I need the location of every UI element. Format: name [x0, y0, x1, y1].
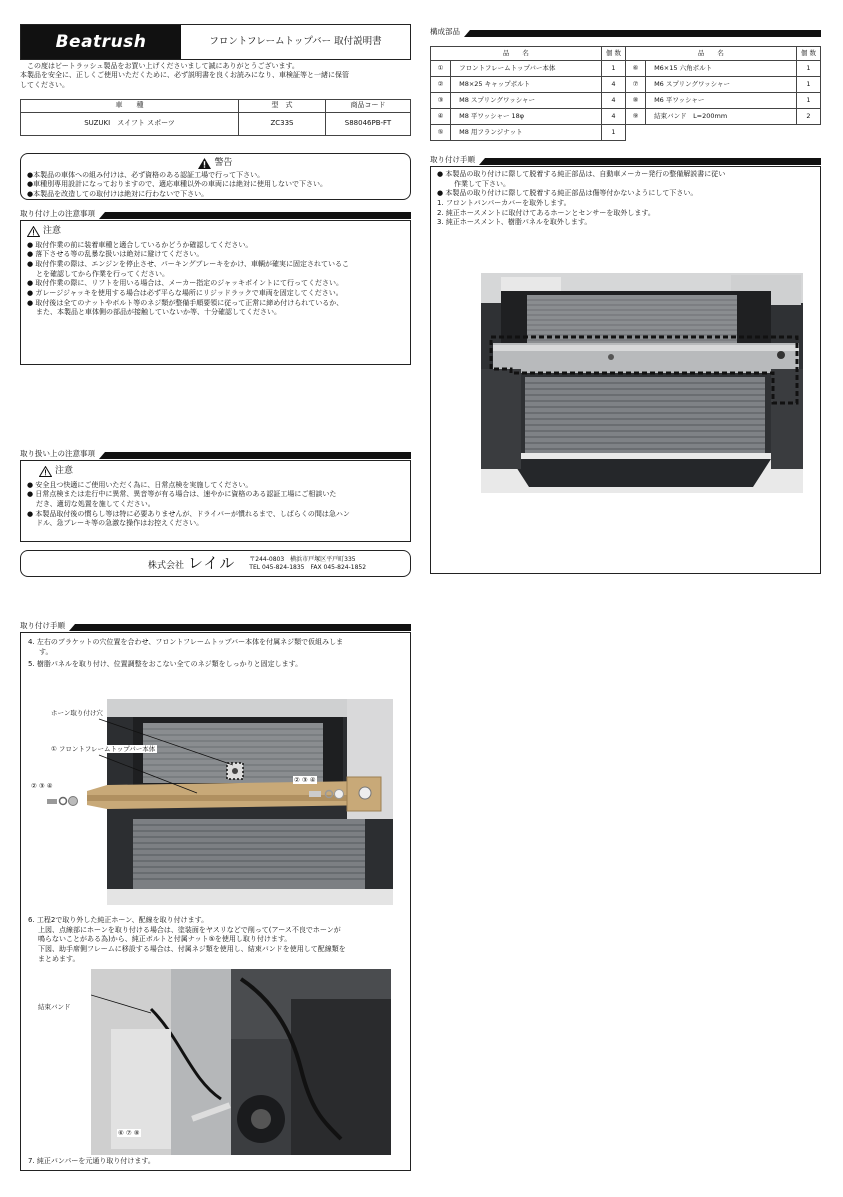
procedure-step: す。 — [39, 648, 53, 656]
part-qty: 4 — [601, 93, 625, 109]
note-item: ● 落下させる等の乱暴な扱いは絶対に避けてください。 — [27, 250, 204, 259]
warning-title: 警告 — [214, 158, 233, 168]
company-box — [20, 550, 411, 577]
upper-radiator — [527, 295, 737, 347]
vehicle-cell: ZC33S — [239, 113, 326, 136]
section-label: 取り付け手順 — [430, 155, 479, 165]
vehicle-table-header — [21, 100, 411, 113]
section-label: 構成部品 — [430, 27, 464, 37]
warning-box — [20, 153, 411, 200]
part-name: M6 スプリングワッシャー — [646, 77, 797, 93]
procedure-step: 上図、点線部にホーンを取り付ける場合は、塗装面をヤスリなどで削って(アース不良でホーンが — [38, 925, 341, 934]
procedure-step: 2. 純正ホースメントに取付けてあるホーンとセンサーを取外します。 — [437, 208, 655, 217]
parts-table — [430, 46, 821, 141]
procedure-section-header — [430, 155, 821, 165]
label-band: 結束バンド — [38, 1003, 71, 1011]
procedure-box-2 — [20, 632, 411, 1171]
document-title: フロントフレームトップバー 取付説明書 — [209, 35, 382, 47]
section-bar — [69, 621, 411, 631]
install-notes-box — [20, 220, 411, 365]
parts-row — [431, 77, 821, 93]
parts-row — [431, 93, 821, 109]
company-phone: TEL 045-824-1835 FAX 045-824-1852 — [249, 563, 367, 571]
part-name: M6×15 六角ボルト — [646, 61, 797, 77]
part-qty: 1 — [796, 77, 820, 93]
parts-section-header — [430, 27, 821, 37]
part-number: ① — [431, 61, 451, 77]
procedure-box-1 — [430, 166, 821, 574]
note-item: だき、適切な処置を施してください。 — [36, 500, 155, 508]
step6-text — [28, 916, 408, 964]
photo-horn-relocation — [91, 969, 391, 1155]
procedure-step: 6. 工程2で取り外した純正ホーン、配線を取り付けます。 — [28, 916, 209, 924]
part-number: ③ — [431, 93, 451, 109]
procedure-step: 5. 樹脂パネルを取り付け、位置調整をおこない全てのネジ類をしっかりと固定します。 — [28, 660, 303, 668]
part-name: M8 平ワッシャー 18φ — [451, 109, 602, 125]
handling-notes-box — [20, 460, 411, 542]
label-right-parts: ② ③ ④ — [294, 776, 316, 784]
vehicle-header-cell: 車 種 — [21, 100, 239, 113]
part-number: ⑤ — [431, 125, 451, 141]
company-postal: 〒244-0803 横浜市戸塚区平戸町335 — [249, 555, 356, 563]
warning-item: ●車種別専用設計になっておりますので、適応車種以外の車両には絶対に使用しないで下さい。 — [27, 180, 327, 189]
part-number: ② — [431, 77, 451, 93]
procedure-step: 3. 純正ホースメント、樹脂パネルを取外します。 — [437, 218, 592, 227]
part-qty: 1 — [796, 93, 820, 109]
procedure-item: ● 本製品の取り付けに際して脱着する純正部品は、自動車メーカー発行の整備解説書に従い — [437, 170, 726, 178]
label-bottom-parts: ⑥ ⑦ ⑧ — [118, 1129, 140, 1137]
vehicle-table-row — [21, 113, 411, 136]
note-item: ● 取付後は全てのナットやボルト等のネジ類が整備手順要領に従って正常に締め付けられているか、 — [27, 298, 344, 307]
caution-title: 注意 — [55, 466, 74, 476]
procedure-section-header-2 — [20, 621, 411, 631]
caution-title: 注意 — [43, 226, 62, 236]
note-item: ● 安全且つ快適にご使用いただく為に、日常点検を実施してください。 — [27, 480, 253, 489]
company-address — [249, 556, 366, 572]
photo-front-radiator — [481, 273, 803, 493]
part-name: M6 平ワッシャー — [646, 93, 797, 109]
parts-row — [431, 125, 821, 141]
part-name: フロントフレームトップバー本体 — [451, 61, 602, 77]
photo-topbar-install — [47, 699, 393, 905]
section-bar — [464, 27, 821, 37]
parts-row — [431, 61, 821, 77]
note-item: また、本製品と車体側の部品が接触していないか等、十分確認してください。 — [36, 308, 281, 317]
caution-icon — [27, 226, 40, 237]
empty-cell — [625, 125, 645, 141]
parts-header-cell: 個 数 — [796, 47, 820, 61]
warning-item: ●本製品を改造しての取付けは絶対に行わないで下さい。 — [27, 190, 209, 198]
part-qty: 1 — [601, 61, 625, 77]
intro-line: してください。 — [20, 80, 69, 89]
brand-logo: Beatrush — [21, 25, 181, 59]
note-item: ● 取付作業の際に、リフトを用いる場合は、メーカー指定のジャッキポイントにて行ってください。 — [27, 279, 344, 288]
parts-header-cell: 品 名 — [431, 47, 602, 61]
part-name: M8 用フランジナット — [451, 125, 602, 141]
empty-cell — [646, 125, 797, 141]
part-name: M8 スプリングワッシャー — [451, 93, 602, 109]
intro-text — [20, 62, 415, 90]
note-item: ● 本製品取付後の慣らし等は特に必要ありませんが、ドライバーが慣れるまで、しばらくの間は急ハン — [27, 509, 350, 518]
part-number: ⑥ — [625, 61, 645, 77]
note-item: ● 取付作業の前に装着車種と適合しているかどうか確認してください。 — [27, 240, 253, 249]
part-name: M8×25 キャップボルト — [451, 77, 602, 93]
install-notes-section-header — [20, 209, 411, 219]
note-item: ● 日常点検または走行中に異常、異音等が有る場合は、速やかに資格のある認証工場にご相談いた — [27, 490, 337, 499]
parts-header-cell: 個 数 — [601, 47, 625, 61]
warning-heading — [27, 158, 404, 170]
procedure-item: ● 本製品の取り付けに際して脱着する純正部品は傷等付かないようにして下さい。 — [437, 189, 698, 198]
intro-line: この度はビートラッシュ製品をお買い上げくださいまして誠にありがとうございます。 — [27, 62, 299, 70]
procedure-step: 4. 左右のブラケットの穴位置を合わせ、フロントフレームトップバー本体を付属ネジ類で仮組みしま — [28, 638, 344, 646]
intro-line: 本製品を安全に、正しくご使用いただくために、必ず説明書を良くお読みになり、車検証等と一緒に保管 — [20, 71, 349, 80]
procedure-step: 1. フロントバンパーカバーを取外します。 — [437, 198, 571, 207]
note-item: ドル、急ブレーキ等の急激な操作はお控えください。 — [36, 519, 204, 528]
empty-cell — [796, 125, 820, 141]
part-number: ⑨ — [625, 109, 645, 125]
note-item: とを確認してから作業を行ってください。 — [36, 269, 169, 278]
label-main-body: ① フロントフレームトップバー本体 — [51, 745, 156, 753]
note-item: ● 取付作業の際は、エンジンを停止させ、パーキングブレーキをかけ、車輌が確実に固定されているこ — [27, 260, 350, 268]
company-name — [148, 554, 235, 574]
procedure-step: 鳴らないことがある為)から、純正ボルトと付属ナット⑤を使用し取り付けます。 — [38, 935, 292, 944]
procedure-item: 作業して下さい。 — [454, 179, 510, 188]
part-qty: 4 — [601, 109, 625, 125]
part-name: 結束バンド L=200mm — [646, 109, 797, 125]
caution-heading — [27, 466, 404, 478]
label-horn-hole: ホーン取り付け穴 — [51, 709, 103, 717]
procedure-step: まとめます。 — [38, 954, 80, 963]
section-bar — [99, 449, 411, 459]
warning-item: ●本製品の車体への組み付けは、必ず資格のある認証工場で行って下さい。 — [27, 170, 265, 179]
part-number: ④ — [431, 109, 451, 125]
company-brand: レイル — [188, 553, 236, 572]
vehicle-cell: SUZUKI スイフト スポーツ — [21, 113, 239, 136]
section-bar — [99, 209, 411, 219]
section-bar — [479, 155, 821, 165]
vehicle-header-cell: 型 式 — [239, 100, 326, 113]
vehicle-table — [20, 99, 411, 136]
parts-header-row — [431, 47, 821, 61]
label-left-parts: ② ③ ④ — [31, 782, 53, 790]
note-item: ● ガレージジャッキを使用する場合は必ず平らな場所にリジッドラックで車両を固定してください。 — [27, 288, 343, 297]
part-number: ⑧ — [625, 93, 645, 109]
vehicle-cell: S88046PB-FT — [326, 113, 411, 136]
caution-heading — [27, 226, 404, 238]
part-qty: 4 — [601, 77, 625, 93]
procedure-step: 7. 純正バンパーを元通り取り付けます。 — [28, 1157, 155, 1165]
part-qty: 1 — [601, 125, 625, 141]
part-qty: 1 — [796, 61, 820, 77]
section-label: 取り付け手順 — [20, 621, 69, 631]
section-label: 取り扱い上の注意事項 — [20, 449, 99, 459]
vehicle-header-cell: 商品コード — [326, 100, 411, 113]
warning-icon — [198, 158, 211, 169]
handling-notes-section-header — [20, 449, 411, 459]
part-qty: 2 — [796, 109, 820, 125]
parts-row — [431, 109, 821, 125]
procedure-step: 下図、助手席側フレームに移設する場合は、付属ネジ類を使用し、結束バンドを使用して配線類を — [38, 944, 346, 953]
section-label: 取り付け上の注意事項 — [20, 209, 99, 219]
document-header — [20, 24, 411, 60]
lower-radiator — [525, 377, 765, 455]
caution-icon — [39, 466, 52, 477]
parts-header-cell: 品 名 — [625, 47, 796, 61]
company-prefix: 株式会社 — [148, 560, 185, 571]
part-number: ⑦ — [625, 77, 645, 93]
